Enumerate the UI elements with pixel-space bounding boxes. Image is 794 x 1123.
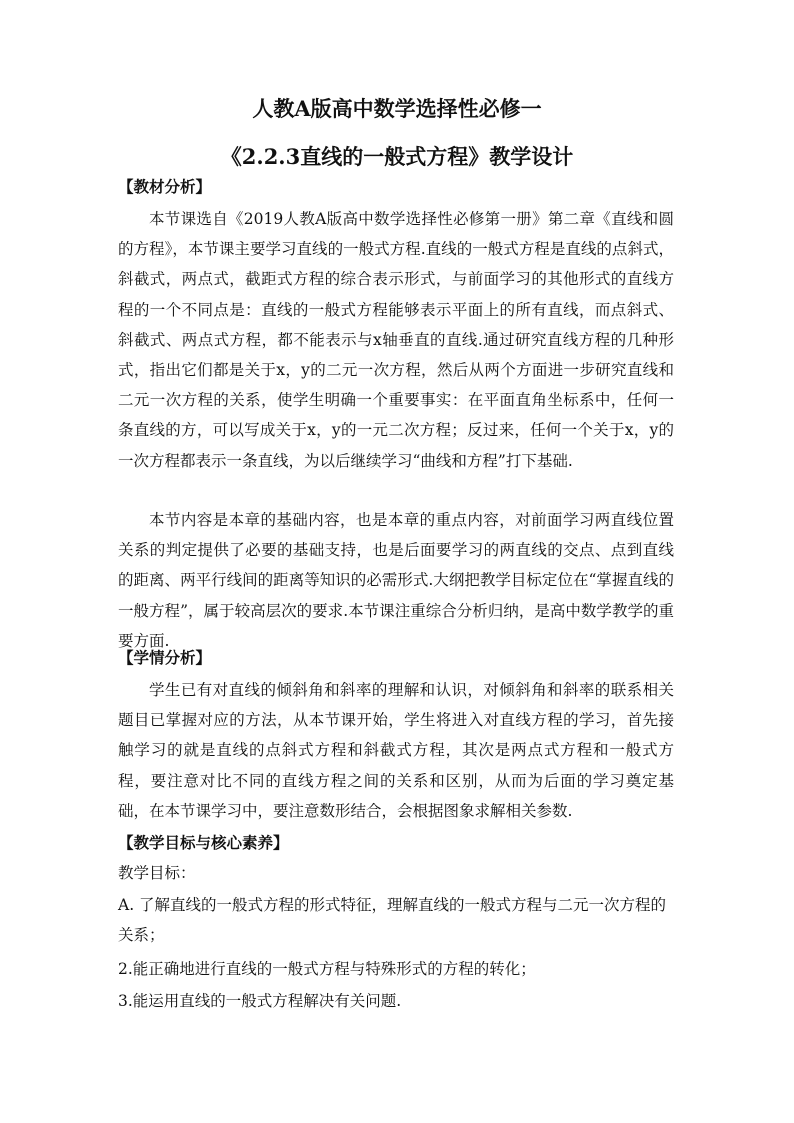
teaching-goals-label: 教学目标： (118, 864, 196, 882)
teaching-goal-item-3: 3.能运用直线的一般式方程解决有关问题. (118, 992, 402, 1010)
document-title-line2: 《2.2.3直线的一般式方程》教学设计 (220, 144, 574, 169)
section-heading-student-analysis: 【学情分析】 (118, 648, 212, 667)
document-title-line1: 人教A版高中数学选择性必修一 (252, 96, 542, 121)
student-analysis-paragraph: 学生已有对直线的倾斜角和斜率的理解和认识，对倾斜角和斜率的联系相关题目已掌握对应的方法，从本节课开始，学生将进入对直线方程的学习，首先接触学习的就是直线的点斜式方程和斜截式方程，其次是两点式方程和一般式方程，要注意对比不同的直线方程之间的关系和区别，从而为后面的学习奠定基础，在本节课学习中，要注意数形结合，会根据图象求解相关参数. (118, 681, 674, 820)
teaching-goal-item-a: A. 了解直线的一般式方程的形式特征，理解直线的一般式方程与二元一次方程的关系； (118, 896, 667, 945)
teaching-goal-item-2: 2.能正确地进行直线的一般式方程与特殊形式的方程的转化； (118, 960, 536, 978)
section-heading-teaching-goals: 【教学目标与核心素养】 (118, 833, 289, 852)
section-heading-textbook-analysis: 【教材分析】 (118, 177, 212, 196)
textbook-analysis-paragraph-2: 本节内容是本章的基础内容，也是本章的重点内容，对前面学习两直线位置关系的判定提供了必要的基础支持，也是后面要学习的两直线的交点、点到直线的距离、两平行线间的距离等知识的必需形式.大纲把教学目标定位在“掌握直线的一般方程”，属于较高层次的要求.本节课注重综合分析归纳，是高中数学教学的重要方面. (118, 511, 674, 650)
textbook-analysis-paragraph-1: 本节课选自《2019人教A版高中数学选择性必修第一册》第二章《直线和圆的方程》，本节课主要学习直线的一般式方程.直线的一般式方程是直线的点斜式，斜截式，两点式，截距式方程的综合表示形式，与前面学习的其他形式的直线方程的一个不同点是：直线的一般式方程能够表示平面上的所有直线，而点斜式、斜截式、两点式方程，都不能表示与x轴垂直的直线.通过研究直线方程的几种形式，指出它们都是关于x，y的二元一次方程，然后从两个方面进一步研究直线和二元一次方程的关系，使学生明确一个重要事实：在平面直角坐标系中，任何一条直线的方，可以写成关于x，y的一元二次方程；反过来，任何一个关于x，y的一次方程都表示一条直线，为以后继续学习“曲线和方程”打下基础. (118, 210, 674, 470)
